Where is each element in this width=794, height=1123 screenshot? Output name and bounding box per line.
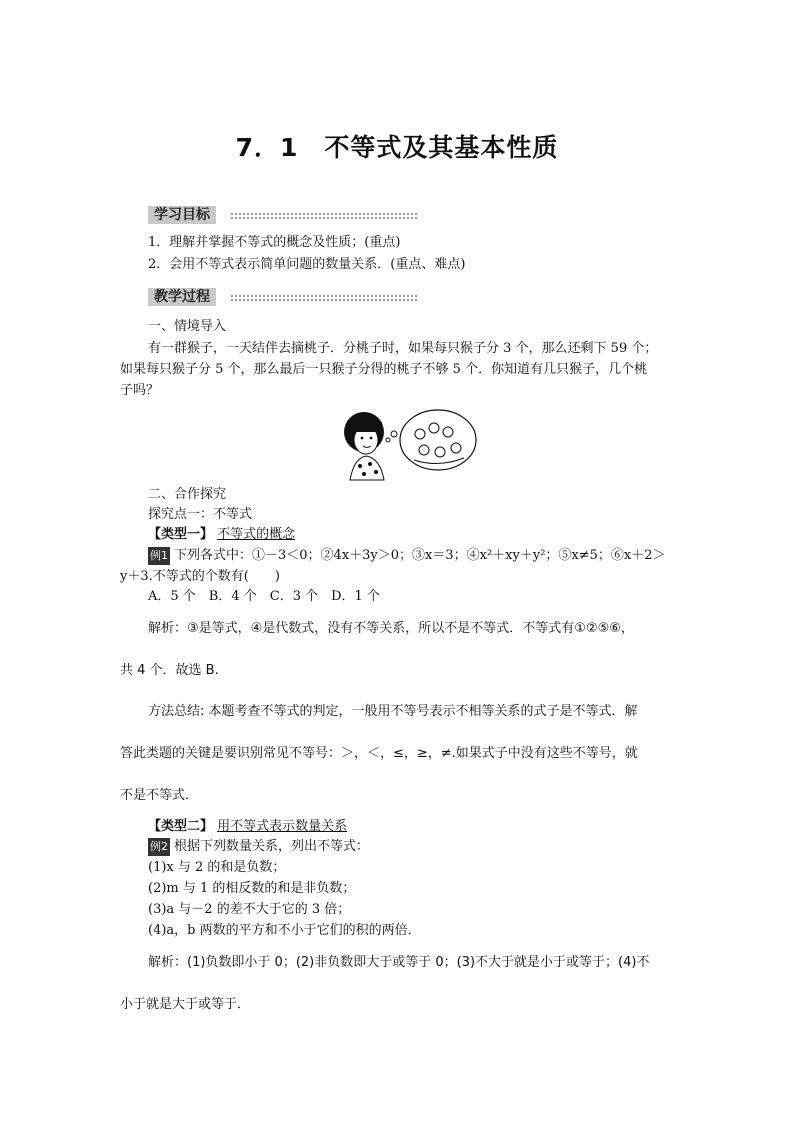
example2-item: (2)m 与 1 的相反数的和是非负数； bbox=[148, 881, 356, 896]
process-header bbox=[148, 286, 418, 306]
type2-heading bbox=[148, 818, 347, 836]
example2-item: (4)a，b 两数的平方和不小于它们的积的两倍． bbox=[148, 923, 421, 938]
girl-thinking-monkeys-illustration bbox=[340, 404, 480, 482]
example2-intro: 根据下列数量关系，列出不等式： bbox=[174, 839, 370, 854]
objective-item: 1．理解并掌握不等式的概念及性质；(重点) bbox=[148, 235, 401, 250]
example2-item: (1)x 与 2 的和是负数； bbox=[148, 860, 286, 875]
objectives-tag: 学习目标 bbox=[148, 206, 216, 224]
type1-title: 不等式的概念 bbox=[217, 527, 296, 542]
process-tag: 教学过程 bbox=[148, 288, 216, 306]
example1-options: A．5 个 B．4 个 C．3 个 D．1 个 bbox=[148, 589, 380, 604]
example2-analysis-cont: 小于就是大于或等于． bbox=[120, 997, 251, 1012]
method-summary-end: 不是不等式． bbox=[120, 788, 199, 803]
example1-analysis-cont: 共 4 个．故选 B. bbox=[120, 663, 219, 678]
example1-analysis: 解析：③是等式，④是代数式，没有不等关系，所以不是不等式．不等式有①②⑤⑥， bbox=[148, 621, 634, 636]
intro-line: 子吗？ bbox=[120, 383, 160, 398]
type1-label: 【类型一】 bbox=[148, 527, 214, 542]
dotted-divider bbox=[230, 212, 418, 220]
method-summary: 方法总结: 本题考查不等式的判定，一般用不等号表示不相等关系的式子是不等式．解 bbox=[148, 704, 638, 719]
objectives-header bbox=[148, 204, 418, 224]
example1-line bbox=[148, 547, 666, 565]
page-title: 7．1 不等式及其基本性质 bbox=[235, 133, 559, 162]
example-badge: 例2 bbox=[148, 838, 170, 856]
explore-point-1: 探究点一：不等式 bbox=[148, 507, 253, 522]
type1-heading bbox=[148, 526, 295, 544]
objective-item: 2．会用不等式表示简单问题的数量关系．(重点、难点) bbox=[148, 257, 466, 272]
intro-heading: 一、情境导入 bbox=[148, 319, 227, 334]
example1-text: 下列各式中：①－3＜0；②4x＋3y＞0；③x＝3；④x²＋xy＋y²；⑤x≠5；⑥x＋2＞ bbox=[174, 548, 666, 563]
intro-line: 有一群猴子，一天结伴去摘桃子．分桃子时，如果每只猴子分 3 个，那么还剩下 59 个； bbox=[148, 341, 658, 356]
dotted-divider bbox=[230, 294, 418, 302]
type2-label: 【类型二】 bbox=[148, 819, 214, 834]
type2-title: 用不等式表示数量关系 bbox=[217, 819, 348, 834]
example-badge: 例1 bbox=[148, 547, 170, 565]
example1-line2: y＋3.不等式的个数有( ) bbox=[120, 569, 280, 584]
example2-item: (3)a 与－2 的差不大于它的 3 倍； bbox=[148, 902, 351, 917]
explore-heading: 二、合作探究 bbox=[148, 487, 227, 502]
intro-line: 如果每只猴子分 5 个，那么最后一只猴子分得的桃子不够 5 个．你知道有几只猴子，几个桃 bbox=[120, 362, 648, 377]
example2-analysis: 解析：(1)负数即小于 0；(2)非负数即大于或等于 0；(3)不大于就是小于或等于；(4)不 bbox=[148, 955, 650, 970]
example2-line bbox=[148, 838, 369, 856]
method-summary-cont: 答此类题的关键是要识别常见不等号：＞，＜，≤，≥，≠.如果式子中没有这些不等号，就 bbox=[120, 746, 638, 761]
